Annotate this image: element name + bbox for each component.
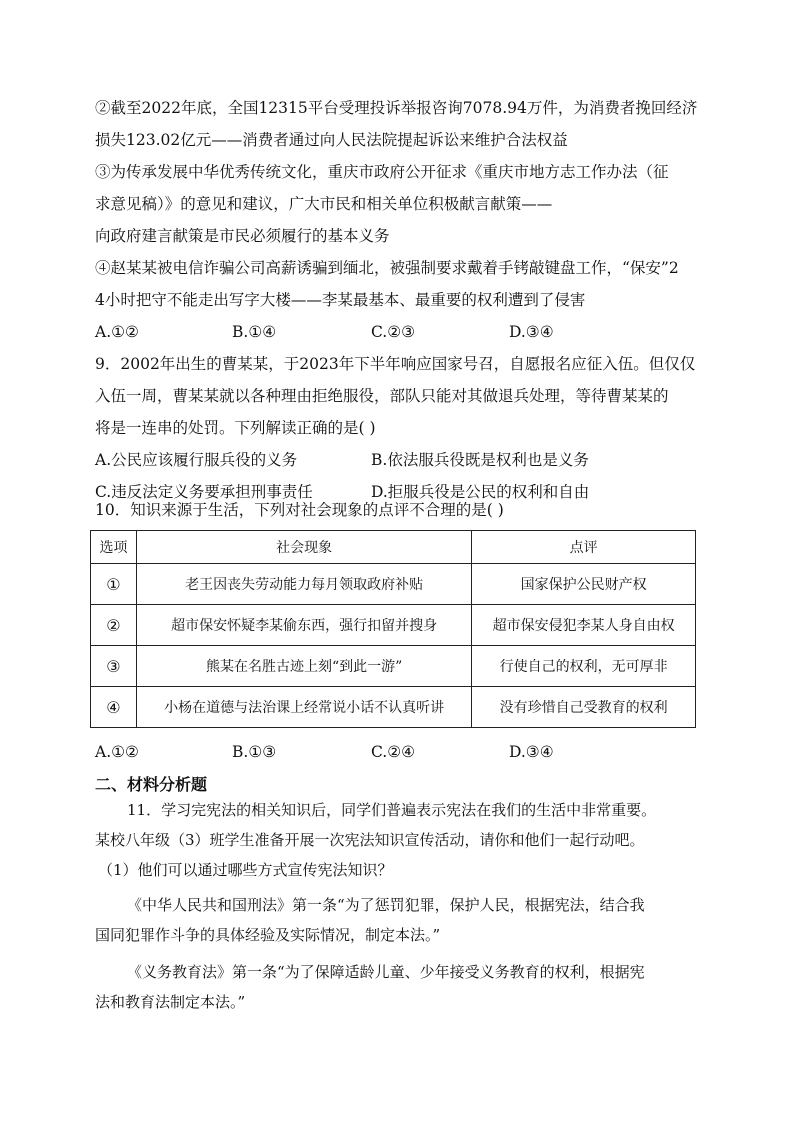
- q9-stem: 入伍一周，曹某某就以各种理由拒绝服役，部队只能对其做退兵处理，等待曹某某的: [95, 387, 669, 405]
- q11-sub1: （1）他们可以通过哪些方式宣传宪法知识？: [98, 861, 393, 879]
- option-b[interactable]: B.①③: [232, 743, 277, 761]
- text-line: ③为传承发展中华优秀传统文化，重庆市政府公开征求《重庆市地方志工作办法（征: [95, 163, 669, 181]
- q11-intro: 11．学习完宪法的相关知识后，同学们普遍表示宪法在我们的生活中非常重要。: [127, 801, 657, 819]
- option-d[interactable]: D.③④: [509, 743, 554, 761]
- q11-intro: 某校八年级（3）班学生准备开展一次宪法知识宣传活动，请你和他们一起行动吧。: [95, 831, 645, 849]
- table-cell: 熊某在名胜古迹上刻“到此一游”: [136, 646, 471, 687]
- header-cell: 点评: [472, 531, 696, 564]
- quote-criminal-law: 《中华人民共和国刑法》第一条“为了惩罚犯罪，保护人民，根据宪法，结合我: [127, 896, 645, 914]
- table-cell: 超市保安侵犯李某人身自由权: [472, 605, 696, 646]
- table-cell: 国家保护公民财产权: [472, 564, 696, 605]
- header-cell: 选项: [91, 531, 137, 564]
- option-d[interactable]: D.③④: [509, 323, 554, 341]
- table-cell: 老王因丧失劳动能力每月领取政府补贴: [136, 564, 471, 605]
- q9-stem: 9．2002年出生的曹某某，于2023年下半年响应国家号召，自愿报名应征入伍。但仅仅: [95, 355, 696, 373]
- q10-stem: 10．知识来源于生活，下列对社会现象的点评不合理的是( ): [95, 501, 504, 519]
- text-line: ④赵某某被电信诈骗公司高薪诱骗到缅北，被强制要求戴着手铐敲键盘工作，“保安”2: [95, 259, 679, 277]
- table-row: [91, 605, 696, 646]
- option-a[interactable]: A.公民应该履行服兵役的义务: [95, 451, 298, 469]
- option-c[interactable]: C.②③: [371, 323, 416, 341]
- section-title: 二、材料分析题: [95, 775, 208, 794]
- table-cell: ④: [91, 687, 137, 728]
- table-cell: 超市保安怀疑李某偷东西，强行扣留并搜身: [136, 605, 471, 646]
- option-b[interactable]: B.①④: [232, 323, 277, 341]
- quote-criminal-law: 国同犯罪作斗争的具体经验及实际情况，制定本法。”: [95, 926, 441, 944]
- table-row: [91, 646, 696, 687]
- option-c[interactable]: C.②④: [371, 743, 416, 761]
- text-line: 损失123.02亿元——消费者通过向人民法院提起诉讼来维护合法权益: [95, 131, 568, 149]
- text-line: 4小时把守不能走出写字大楼——李某最基本、最重要的权利遭到了侵害: [95, 291, 586, 309]
- option-b[interactable]: B.依法服兵役既是权利也是义务: [371, 451, 589, 469]
- table-header-row: [91, 531, 696, 564]
- option-a[interactable]: A.①②: [95, 743, 139, 761]
- quote-education-law: 《义务教育法》第一条“为了保障适龄儿童、少年接受义务教育的权利，根据宪: [127, 963, 645, 981]
- table-row: [91, 564, 696, 605]
- table-cell: 小杨在道德与法治课上经常说小话不认真听讲: [136, 687, 471, 728]
- q9-stem: 将是一连串的处罚。下列解读正确的是( ): [95, 419, 376, 437]
- table-cell: ③: [91, 646, 137, 687]
- header-cell: 社会现象: [136, 531, 471, 564]
- table-cell: ②: [91, 605, 137, 646]
- q10-table: [90, 530, 696, 728]
- table-cell: 行使自己的权利，无可厚非: [472, 646, 696, 687]
- table-cell: 没有珍惜自己受教育的权利: [472, 687, 696, 728]
- option-c[interactable]: C.违反法定义务要承担刑事责任: [95, 483, 313, 501]
- text-line: 求意见稿）》的意见和建议，广大市民和相关单位积极献言献策——: [95, 195, 553, 213]
- table-row: [91, 687, 696, 728]
- table-cell: ①: [91, 564, 137, 605]
- option-a[interactable]: A.①②: [95, 323, 139, 341]
- text-line: 向政府建言献策是市民必须履行的基本义务: [95, 227, 390, 245]
- text-line: ②截至2022年底，全国12315平台受理投诉举报咨询7078.94万件，为消费者挽回经济: [95, 99, 698, 117]
- option-d[interactable]: D.拒服兵役是公民的权利和自由: [371, 483, 590, 501]
- quote-education-law: 法和教育法制定本法。”: [95, 993, 246, 1011]
